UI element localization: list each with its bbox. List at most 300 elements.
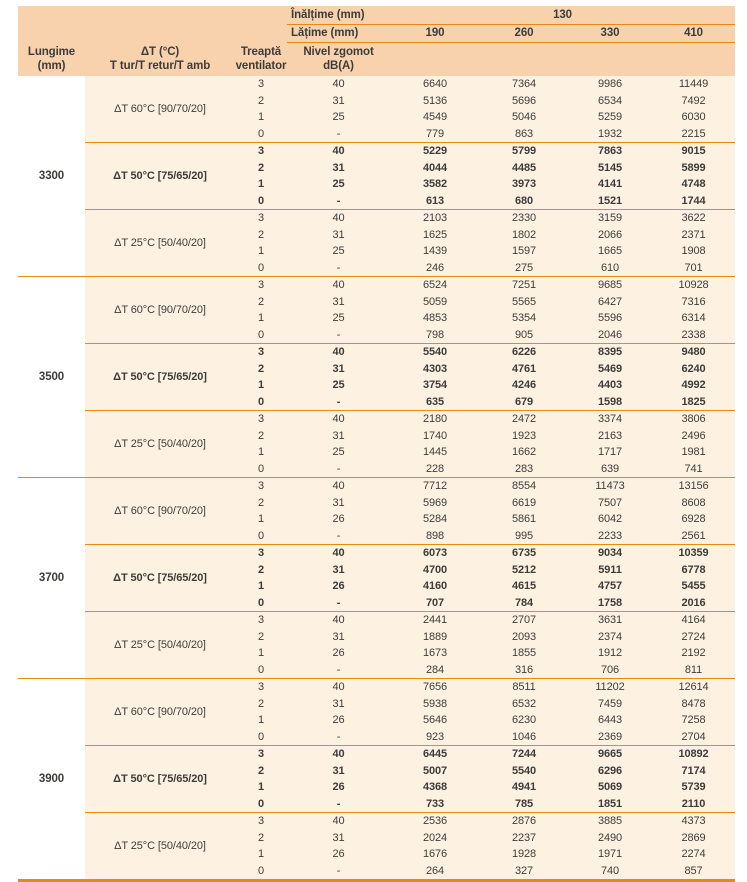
output-cell-190: 7656 <box>390 679 480 696</box>
output-cell-410: 4992 <box>652 377 735 394</box>
output-cell-410: 701 <box>652 260 735 277</box>
noise-level-cell: - <box>287 662 390 679</box>
output-cell-260: 679 <box>480 394 568 411</box>
table-row <box>18 813 735 830</box>
col-header-delta-t <box>85 42 235 76</box>
output-cell-410: 2496 <box>652 428 735 445</box>
delta-t-cell: ΔT 50°C [75/65/20] <box>85 545 235 612</box>
width-value-190: 190 <box>390 24 480 42</box>
output-cell-190: 1673 <box>390 645 480 662</box>
output-cell-330: 11202 <box>568 679 652 696</box>
fan-speed-cell: 3 <box>235 478 287 495</box>
header-spacer <box>18 24 287 42</box>
output-cell-410: 6928 <box>652 511 735 528</box>
fan-speed-cell: 0 <box>235 729 287 746</box>
output-cell-260: 4485 <box>480 160 568 177</box>
noise-level-cell: - <box>287 260 390 277</box>
delta-t-cell: ΔT 25°C [50/40/20] <box>85 411 235 478</box>
fan-speed-cell: 3 <box>235 679 287 696</box>
noise-level-cell: 26 <box>287 578 390 595</box>
fan-speed-cell: 3 <box>235 76 287 93</box>
noise-level-cell: 31 <box>287 696 390 713</box>
output-cell-190: 5007 <box>390 763 480 780</box>
fan-speed-cell: 3 <box>235 210 287 227</box>
output-cell-190: 3754 <box>390 377 480 394</box>
output-cell-260: 2237 <box>480 830 568 847</box>
output-cell-190: 898 <box>390 528 480 545</box>
fan-speed-cell: 3 <box>235 746 287 763</box>
output-cell-330: 1932 <box>568 126 652 143</box>
delta-t-cell: ΔT 25°C [50/40/20] <box>85 210 235 277</box>
noise-level-cell: 40 <box>287 210 390 227</box>
output-cell-260: 6532 <box>480 696 568 713</box>
col-header-fan-step <box>235 42 287 76</box>
output-cell-260: 4615 <box>480 578 568 595</box>
output-cell-190: 613 <box>390 193 480 210</box>
output-cell-260: 2330 <box>480 210 568 227</box>
output-cell-410: 13156 <box>652 478 735 495</box>
output-cell-330: 2066 <box>568 227 652 244</box>
output-cell-190: 6073 <box>390 545 480 562</box>
noise-level-cell: 40 <box>287 679 390 696</box>
height-value: 130 <box>390 6 735 24</box>
output-cell-410: 10892 <box>652 746 735 763</box>
fan-speed-cell: 0 <box>235 394 287 411</box>
output-cell-330: 4757 <box>568 578 652 595</box>
output-cell-190: 1445 <box>390 444 480 461</box>
col-header-noise-line1: Nivel zgomot <box>303 45 374 58</box>
output-cell-260: 7251 <box>480 277 568 294</box>
table-header <box>18 6 735 76</box>
output-cell-410: 7174 <box>652 763 735 780</box>
noise-level-cell: 31 <box>287 629 390 646</box>
output-cell-190: 284 <box>390 662 480 679</box>
fan-speed-cell: 3 <box>235 277 287 294</box>
output-cell-190: 6524 <box>390 277 480 294</box>
fan-speed-cell: 3 <box>235 411 287 428</box>
output-cell-260: 5212 <box>480 562 568 579</box>
output-cell-190: 246 <box>390 260 480 277</box>
output-cell-330: 9665 <box>568 746 652 763</box>
output-cell-330: 4403 <box>568 377 652 394</box>
output-cell-410: 2704 <box>652 729 735 746</box>
delta-t-cell: ΔT 50°C [75/65/20] <box>85 143 235 210</box>
output-cell-190: 264 <box>390 863 480 881</box>
output-cell-260: 4246 <box>480 377 568 394</box>
output-cell-410: 3806 <box>652 411 735 428</box>
noise-level-cell: 26 <box>287 712 390 729</box>
fan-speed-cell: 2 <box>235 562 287 579</box>
output-cell-330: 9034 <box>568 545 652 562</box>
fan-speed-cell: 1 <box>235 444 287 461</box>
output-cell-330: 740 <box>568 863 652 881</box>
fan-speed-cell: 3 <box>235 545 287 562</box>
fan-speed-cell: 3 <box>235 344 287 361</box>
output-cell-330: 2490 <box>568 830 652 847</box>
fan-speed-cell: 1 <box>235 377 287 394</box>
output-cell-330: 1717 <box>568 444 652 461</box>
output-cell-190: 4549 <box>390 109 480 126</box>
output-cell-410: 2192 <box>652 645 735 662</box>
fan-speed-cell: 0 <box>235 193 287 210</box>
output-cell-260: 905 <box>480 327 568 344</box>
output-cell-330: 5069 <box>568 779 652 796</box>
output-cell-410: 741 <box>652 461 735 478</box>
noise-level-cell: 26 <box>287 779 390 796</box>
output-cell-410: 2338 <box>652 327 735 344</box>
noise-level-cell: 40 <box>287 478 390 495</box>
output-cell-410: 5739 <box>652 779 735 796</box>
noise-level-cell: - <box>287 394 390 411</box>
output-cell-330: 1851 <box>568 796 652 813</box>
output-cell-260: 1855 <box>480 645 568 662</box>
header-spacer <box>390 42 735 76</box>
output-cell-260: 316 <box>480 662 568 679</box>
output-cell-330: 706 <box>568 662 652 679</box>
height-header-label: Înălțime (mm) <box>287 6 390 24</box>
output-cell-190: 2441 <box>390 612 480 629</box>
output-cell-330: 6443 <box>568 712 652 729</box>
output-cell-190: 635 <box>390 394 480 411</box>
output-cell-410: 7258 <box>652 712 735 729</box>
noise-level-cell: 26 <box>287 511 390 528</box>
output-cell-260: 1928 <box>480 846 568 863</box>
length-cell: 3300 <box>38 170 65 182</box>
fan-speed-cell: 0 <box>235 126 287 143</box>
fan-speed-cell: 1 <box>235 176 287 193</box>
output-cell-330: 2233 <box>568 528 652 545</box>
table-row <box>18 545 735 562</box>
output-cell-190: 2536 <box>390 813 480 830</box>
delta-t-cell: ΔT 25°C [50/40/20] <box>85 813 235 881</box>
fan-speed-cell: 3 <box>235 612 287 629</box>
output-cell-190: 5229 <box>390 143 480 160</box>
output-cell-330: 4141 <box>568 176 652 193</box>
output-cell-190: 2024 <box>390 830 480 847</box>
output-cell-260: 6230 <box>480 712 568 729</box>
table-row <box>18 478 735 495</box>
output-cell-190: 4853 <box>390 310 480 327</box>
output-cell-260: 5565 <box>480 294 568 311</box>
width-header-label: Lățime (mm) <box>287 24 390 42</box>
output-cell-260: 6735 <box>480 545 568 562</box>
output-cell-190: 228 <box>390 461 480 478</box>
output-cell-260: 1046 <box>480 729 568 746</box>
col-header-length-line2: (mm) <box>37 60 66 72</box>
output-cell-410: 4748 <box>652 176 735 193</box>
delta-t-cell: ΔT 60°C [90/70/20] <box>85 478 235 545</box>
fan-speed-cell: 1 <box>235 310 287 327</box>
output-cell-190: 5059 <box>390 294 480 311</box>
output-cell-330: 5145 <box>568 160 652 177</box>
output-cell-190: 4303 <box>390 361 480 378</box>
noise-level-cell: 31 <box>287 294 390 311</box>
output-cell-330: 3159 <box>568 210 652 227</box>
output-cell-190: 4044 <box>390 160 480 177</box>
output-cell-260: 2876 <box>480 813 568 830</box>
output-cell-330: 1598 <box>568 394 652 411</box>
length-cell: 3500 <box>18 277 85 478</box>
output-cell-190: 1676 <box>390 846 480 863</box>
col-header-fan-step-line2: ventilator <box>235 60 287 72</box>
table-row <box>18 76 735 93</box>
col-header-noise <box>287 42 390 76</box>
fan-speed-cell: 0 <box>235 863 287 881</box>
output-cell-330: 3374 <box>568 411 652 428</box>
output-cell-260: 680 <box>480 193 568 210</box>
output-cell-330: 1912 <box>568 645 652 662</box>
output-cell-330: 1971 <box>568 846 652 863</box>
fan-speed-cell: 3 <box>235 813 287 830</box>
output-cell-410: 2215 <box>652 126 735 143</box>
noise-level-cell: 40 <box>287 746 390 763</box>
table-row <box>18 277 735 294</box>
output-cell-190: 5284 <box>390 511 480 528</box>
noise-level-cell: - <box>287 863 390 881</box>
noise-level-cell: 31 <box>287 227 390 244</box>
output-cell-190: 5646 <box>390 712 480 729</box>
noise-level-cell: 31 <box>287 495 390 512</box>
output-cell-260: 1597 <box>480 243 568 260</box>
table-row <box>18 679 735 696</box>
fan-speed-cell: 2 <box>235 763 287 780</box>
height-header-row <box>18 6 735 24</box>
fan-speed-cell: 1 <box>235 511 287 528</box>
table-row <box>18 411 735 428</box>
fan-speed-cell: 2 <box>235 93 287 110</box>
output-cell-190: 3582 <box>390 176 480 193</box>
output-cell-330: 7507 <box>568 495 652 512</box>
output-cell-260: 3973 <box>480 176 568 193</box>
output-cell-330: 3631 <box>568 612 652 629</box>
output-cell-260: 1923 <box>480 428 568 445</box>
fan-speed-cell: 0 <box>235 528 287 545</box>
output-cell-190: 707 <box>390 595 480 612</box>
noise-level-cell: 40 <box>287 277 390 294</box>
output-cell-410: 1908 <box>652 243 735 260</box>
output-cell-410: 8608 <box>652 495 735 512</box>
noise-level-cell: - <box>287 327 390 344</box>
fan-speed-cell: 1 <box>235 645 287 662</box>
noise-level-cell: 26 <box>287 846 390 863</box>
noise-level-cell: 31 <box>287 93 390 110</box>
output-cell-330: 5259 <box>568 109 652 126</box>
output-cell-410: 9480 <box>652 344 735 361</box>
output-cell-190: 5540 <box>390 344 480 361</box>
table-row <box>18 210 735 227</box>
output-cell-410: 6030 <box>652 109 735 126</box>
output-cell-330: 3885 <box>568 813 652 830</box>
table-row <box>18 344 735 361</box>
fan-speed-cell: 1 <box>235 779 287 796</box>
output-cell-410: 2110 <box>652 796 735 813</box>
fan-speed-cell: 0 <box>235 327 287 344</box>
noise-level-cell: - <box>287 796 390 813</box>
output-cell-330: 2163 <box>568 428 652 445</box>
output-cell-410: 2371 <box>652 227 735 244</box>
output-cell-410: 5455 <box>652 578 735 595</box>
output-cell-410: 2724 <box>652 629 735 646</box>
fan-speed-cell: 2 <box>235 830 287 847</box>
output-cell-410: 1744 <box>652 193 735 210</box>
output-cell-190: 5938 <box>390 696 480 713</box>
noise-level-cell: 40 <box>287 411 390 428</box>
output-cell-410: 6240 <box>652 361 735 378</box>
output-cell-190: 923 <box>390 729 480 746</box>
col-header-noise-line2: dB(A) <box>323 60 354 73</box>
fan-speed-cell: 2 <box>235 160 287 177</box>
output-cell-410: 1825 <box>652 394 735 411</box>
output-cell-260: 7364 <box>480 76 568 93</box>
output-cell-410: 6314 <box>652 310 735 327</box>
table-row <box>18 746 735 763</box>
noise-level-cell: 25 <box>287 310 390 327</box>
noise-level-cell: 31 <box>287 562 390 579</box>
fan-speed-cell: 2 <box>235 696 287 713</box>
noise-level-cell: 25 <box>287 377 390 394</box>
noise-level-cell: 31 <box>287 361 390 378</box>
output-cell-190: 5136 <box>390 93 480 110</box>
output-cell-410: 2561 <box>652 528 735 545</box>
output-cell-330: 639 <box>568 461 652 478</box>
output-cell-190: 7712 <box>390 478 480 495</box>
output-cell-410: 3622 <box>652 210 735 227</box>
output-cell-190: 1889 <box>390 629 480 646</box>
fan-speed-cell: 1 <box>235 109 287 126</box>
output-cell-330: 6427 <box>568 294 652 311</box>
output-cell-410: 7492 <box>652 93 735 110</box>
output-cell-190: 4700 <box>390 562 480 579</box>
delta-t-cell: ΔT 60°C [90/70/20] <box>85 277 235 344</box>
fan-speed-cell: 2 <box>235 428 287 445</box>
output-cell-330: 6296 <box>568 763 652 780</box>
noise-level-cell: 40 <box>287 143 390 160</box>
output-cell-410: 2274 <box>652 846 735 863</box>
output-cell-330: 5469 <box>568 361 652 378</box>
output-cell-260: 4761 <box>480 361 568 378</box>
length-cell: 3700 <box>18 478 85 679</box>
table-body <box>18 76 735 881</box>
output-cell-260: 785 <box>480 796 568 813</box>
output-cell-190: 4160 <box>390 578 480 595</box>
noise-level-cell: 31 <box>287 763 390 780</box>
output-cell-410: 11449 <box>652 76 735 93</box>
delta-t-cell: ΔT 50°C [75/65/20] <box>85 344 235 411</box>
noise-level-cell: 25 <box>287 243 390 260</box>
output-cell-260: 6619 <box>480 495 568 512</box>
output-cell-260: 4941 <box>480 779 568 796</box>
table-row <box>18 143 735 160</box>
header-spacer <box>18 6 287 24</box>
output-cell-330: 9685 <box>568 277 652 294</box>
noise-level-cell: - <box>287 193 390 210</box>
heat-output-table <box>18 6 735 882</box>
width-value-260: 260 <box>480 24 568 42</box>
output-cell-190: 5969 <box>390 495 480 512</box>
col-header-fan-step-line1: Treaptă <box>240 45 282 58</box>
delta-t-cell: ΔT 25°C [50/40/20] <box>85 612 235 679</box>
noise-level-cell: - <box>287 729 390 746</box>
output-cell-190: 6445 <box>390 746 480 763</box>
width-value-330: 330 <box>568 24 652 42</box>
output-cell-330: 7863 <box>568 143 652 160</box>
output-cell-260: 1802 <box>480 227 568 244</box>
length-cell: 3900 <box>18 679 85 881</box>
fan-speed-cell: 0 <box>235 595 287 612</box>
fan-speed-cell: 2 <box>235 361 287 378</box>
fan-speed-cell: 1 <box>235 243 287 260</box>
output-cell-330: 8395 <box>568 344 652 361</box>
output-cell-330: 2369 <box>568 729 652 746</box>
noise-level-cell: - <box>287 528 390 545</box>
output-cell-190: 2103 <box>390 210 480 227</box>
output-cell-260: 283 <box>480 461 568 478</box>
fan-speed-cell: 1 <box>235 712 287 729</box>
noise-level-cell: 31 <box>287 160 390 177</box>
output-cell-260: 784 <box>480 595 568 612</box>
noise-level-cell: 31 <box>287 428 390 445</box>
output-cell-330: 6042 <box>568 511 652 528</box>
fan-speed-cell: 1 <box>235 578 287 595</box>
col-header-length-line1: Lungime <box>27 45 76 58</box>
output-cell-260: 327 <box>480 863 568 881</box>
noise-level-cell: - <box>287 126 390 143</box>
col-header-delta-t-line1: ΔT (°C) <box>140 45 180 58</box>
output-cell-410: 2869 <box>652 830 735 847</box>
output-cell-260: 5540 <box>480 763 568 780</box>
output-cell-330: 6534 <box>568 93 652 110</box>
fan-speed-cell: 0 <box>235 662 287 679</box>
fan-speed-cell: 0 <box>235 260 287 277</box>
fan-speed-cell: 0 <box>235 796 287 813</box>
output-cell-260: 863 <box>480 126 568 143</box>
noise-level-cell: 40 <box>287 76 390 93</box>
output-cell-330: 5596 <box>568 310 652 327</box>
output-cell-190: 1439 <box>390 243 480 260</box>
noise-level-cell: 40 <box>287 612 390 629</box>
noise-level-cell: 26 <box>287 645 390 662</box>
table-row <box>18 612 735 629</box>
delta-t-cell: ΔT 60°C [90/70/20] <box>85 679 235 746</box>
fan-speed-cell: 2 <box>235 629 287 646</box>
output-cell-190: 779 <box>390 126 480 143</box>
column-header-row <box>18 42 735 76</box>
noise-level-cell: 25 <box>287 444 390 461</box>
output-cell-410: 857 <box>652 863 735 881</box>
output-cell-260: 2093 <box>480 629 568 646</box>
fan-speed-cell: 0 <box>235 461 287 478</box>
output-cell-260: 5861 <box>480 511 568 528</box>
output-cell-260: 7244 <box>480 746 568 763</box>
output-cell-330: 9986 <box>568 76 652 93</box>
output-cell-190: 798 <box>390 327 480 344</box>
noise-level-cell: - <box>287 595 390 612</box>
output-cell-260: 275 <box>480 260 568 277</box>
output-cell-410: 2016 <box>652 595 735 612</box>
output-cell-330: 2374 <box>568 629 652 646</box>
output-cell-260: 5696 <box>480 93 568 110</box>
output-cell-260: 8554 <box>480 478 568 495</box>
fan-speed-cell: 1 <box>235 846 287 863</box>
output-cell-330: 2046 <box>568 327 652 344</box>
output-cell-410: 7316 <box>652 294 735 311</box>
output-cell-260: 8511 <box>480 679 568 696</box>
delta-t-cell: ΔT 50°C [75/65/20] <box>85 746 235 813</box>
output-cell-330: 1521 <box>568 193 652 210</box>
output-cell-330: 11473 <box>568 478 652 495</box>
col-header-delta-t-line2: T tur/T retur/T amb <box>109 60 211 72</box>
output-cell-330: 1758 <box>568 595 652 612</box>
